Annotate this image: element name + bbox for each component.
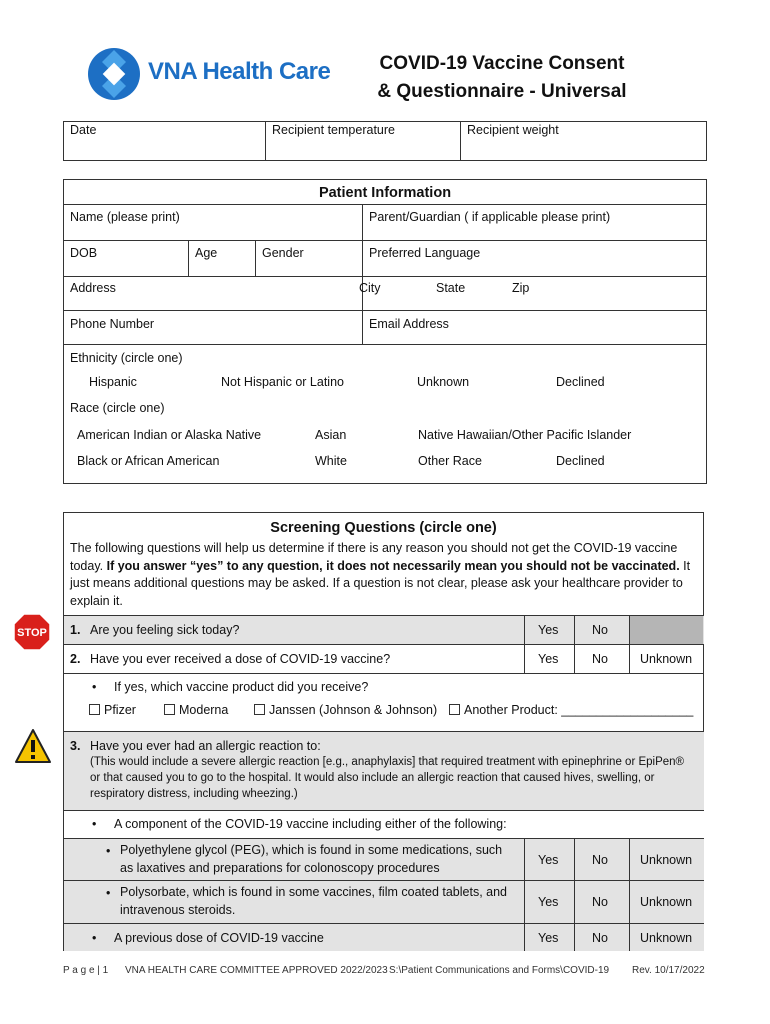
peg-unknown[interactable]: Unknown xyxy=(640,853,693,867)
stop-sign-label: STOP xyxy=(17,627,47,639)
logo-text: VNA Health Care xyxy=(148,58,331,85)
race-option[interactable]: Declined xyxy=(556,454,605,468)
address-field[interactable]: Address xyxy=(70,281,116,295)
previous-dose-text: A previous dose of COVID-19 vaccine xyxy=(114,931,324,945)
form-title xyxy=(352,50,652,106)
state-field[interactable]: State xyxy=(436,281,466,295)
q3-text: Have you ever had an allergic reaction to: xyxy=(90,739,321,753)
q2-yes[interactable]: Yes xyxy=(538,652,559,666)
warning-icon xyxy=(14,728,52,764)
previous-dose-no[interactable]: No xyxy=(592,931,608,945)
patient-info-title: Patient Information xyxy=(318,185,452,201)
component-text: A component of the COVID-19 vaccine including either of the following: xyxy=(114,817,507,831)
temperature-field[interactable]: Recipient temperature xyxy=(272,123,395,137)
race-option[interactable]: American Indian or Alaska Native xyxy=(77,428,262,442)
ethnicity-option[interactable]: Unknown xyxy=(417,375,470,389)
zip-field[interactable]: Zip xyxy=(512,281,530,295)
q1-no[interactable]: No xyxy=(592,623,608,637)
gender-field[interactable]: Gender xyxy=(262,246,304,260)
bullet: • xyxy=(92,817,97,831)
q1-text: Are you feeling sick today? xyxy=(90,623,240,637)
checkbox[interactable] xyxy=(254,704,265,715)
vna-logo-icon xyxy=(84,44,144,104)
product-moderna[interactable]: Moderna xyxy=(164,703,228,717)
polysorbate-no[interactable]: No xyxy=(592,895,608,909)
race-option[interactable]: Asian xyxy=(315,428,347,442)
product-pfizer[interactable]: Pfizer xyxy=(89,703,136,717)
race-option[interactable]: Other Race xyxy=(418,454,482,468)
checkbox[interactable] xyxy=(449,704,460,715)
bullet: • xyxy=(92,680,97,694)
dob-field[interactable]: DOB xyxy=(70,246,98,260)
q2-number: 2. xyxy=(70,652,81,666)
footer-revision: Rev. 10/17/2022 xyxy=(632,965,705,976)
race-option[interactable]: White xyxy=(315,454,347,468)
guardian-field[interactable]: Parent/Guardian ( if applicable please print) xyxy=(369,210,611,224)
city-field[interactable]: City xyxy=(359,281,381,295)
peg-no[interactable]: No xyxy=(592,853,608,867)
language-field[interactable]: Preferred Language xyxy=(369,246,481,260)
title-line-1: COVID-19 Vaccine Consent xyxy=(379,53,625,74)
bullet: • xyxy=(106,844,111,858)
weight-field[interactable]: Recipient weight xyxy=(467,123,559,137)
bullet: • xyxy=(92,931,97,945)
phone-field[interactable]: Phone Number xyxy=(70,317,155,331)
previous-dose-unknown[interactable]: Unknown xyxy=(640,931,693,945)
q2-subquestion: If yes, which vaccine product did you receive? xyxy=(114,680,369,694)
peg-yes[interactable]: Yes xyxy=(538,853,559,867)
q1-number: 1. xyxy=(70,623,81,637)
polysorbate-yes[interactable]: Yes xyxy=(538,895,559,909)
polysorbate-text: Polysorbate, which is found in some vaccines, film coated tablets, and intravenous steroids. xyxy=(120,885,508,917)
previous-dose-yes[interactable]: Yes xyxy=(538,931,559,945)
footer-path: S:\Patient Communications and Forms\COVID-19 xyxy=(389,965,610,976)
name-field[interactable]: Name (please print) xyxy=(70,210,180,224)
q1-yes[interactable]: Yes xyxy=(538,623,559,637)
q2-text: Have you ever received a dose of COVID-19 vaccine? xyxy=(90,652,391,666)
footer-committee: VNA HEALTH CARE COMMITTEE APPROVED 2022/2023 xyxy=(125,965,388,976)
race-label: Race (circle one) xyxy=(70,401,165,415)
screening-intro: The following questions will help us determine if there is any reason you should not get the COVID-19 vaccine today. If you answer “yes” to any question, it does not necessarily mean you should not be vaccinated. It just means additional questions may be asked. If a question is not clear, please ask your healthcare provider to explain it. xyxy=(70,541,691,608)
footer-page: P a g e | 1 xyxy=(63,965,109,976)
q2-no[interactable]: No xyxy=(592,652,608,666)
q2-unknown[interactable]: Unknown xyxy=(640,652,693,666)
race-option[interactable]: Black or African American xyxy=(77,454,220,468)
q3-number: 3. xyxy=(70,739,81,753)
peg-text: Polyethylene glycol (PEG), which is found in some medications, such as laxatives and preparations for colonoscopy procedures xyxy=(120,843,503,875)
checkbox[interactable] xyxy=(164,704,175,715)
email-field[interactable]: Email Address xyxy=(369,317,449,331)
ethnicity-option[interactable]: Declined xyxy=(556,375,605,389)
stop-sign-icon xyxy=(13,613,51,651)
bullet: • xyxy=(106,886,111,900)
race-option[interactable]: Native Hawaiian/Other Pacific Islander xyxy=(418,428,632,442)
screening-title: Screening Questions (circle one) xyxy=(270,520,497,536)
age-field[interactable]: Age xyxy=(195,246,218,260)
polysorbate-unknown[interactable]: Unknown xyxy=(640,895,693,909)
product-janssen[interactable]: Janssen (Johnson & Johnson) xyxy=(254,703,437,717)
title-line-2: & Questionnaire - Universal xyxy=(377,81,627,102)
product-other[interactable]: Another Product: ___________________ xyxy=(449,703,693,717)
q3-note: (This would include a severe allergic reaction [e.g., anaphylaxis] that required treatment with epinephrine or EpiPen® or that caused you to go to the hospital. It would also include an allergic reaction that caused hives, swelling, or respiratory distress, including wheezing.) xyxy=(90,756,685,800)
ethnicity-option[interactable]: Not Hispanic or Latino xyxy=(221,375,344,389)
ethnicity-label: Ethnicity (circle one) xyxy=(70,351,183,365)
checkbox[interactable] xyxy=(89,704,100,715)
date-field[interactable]: Date xyxy=(70,123,97,137)
ethnicity-option[interactable]: Hispanic xyxy=(89,375,137,389)
